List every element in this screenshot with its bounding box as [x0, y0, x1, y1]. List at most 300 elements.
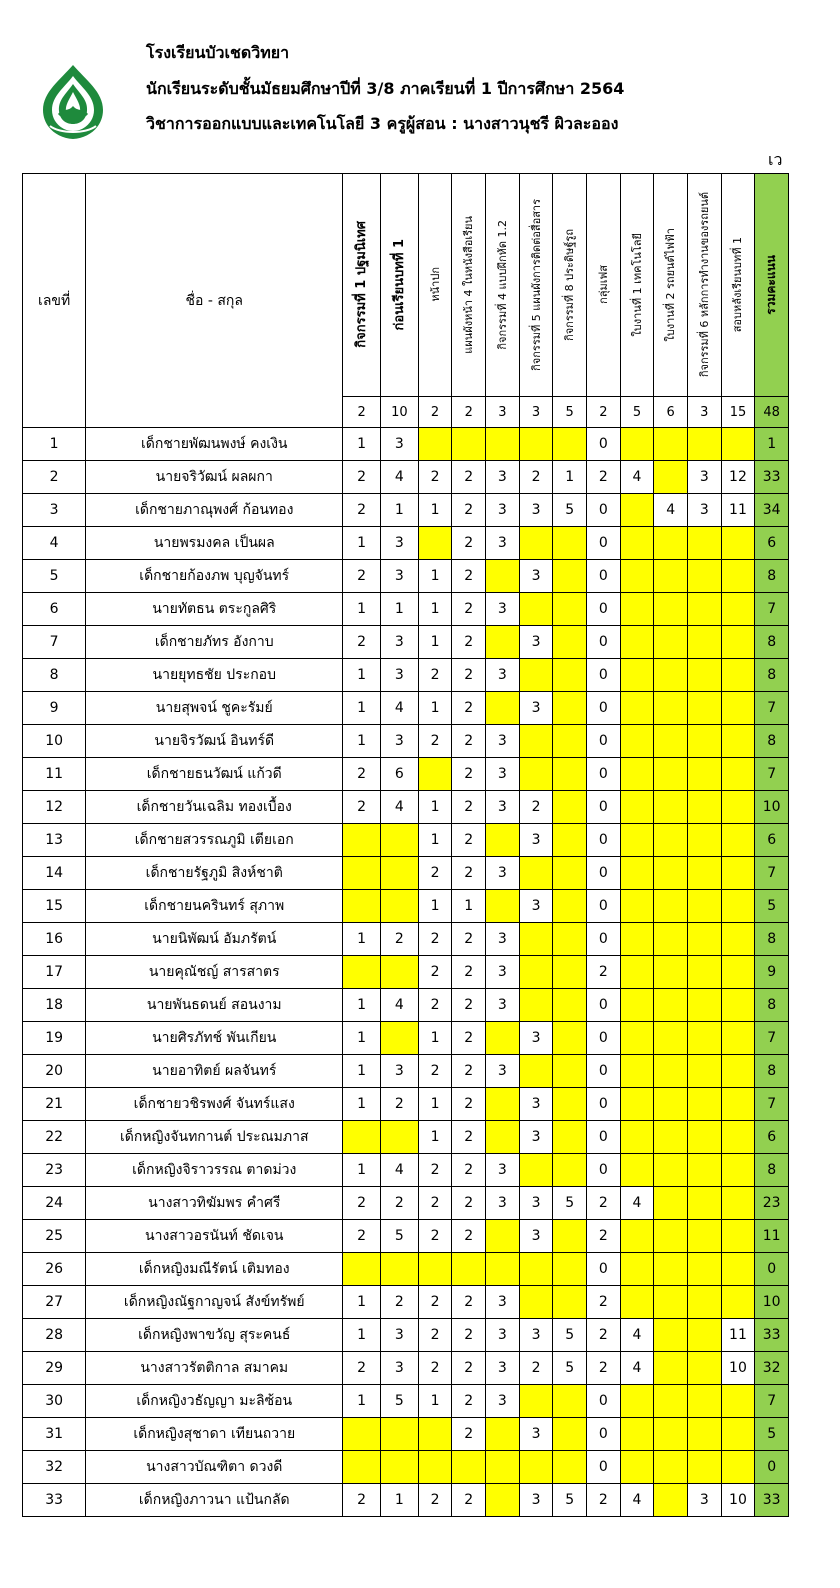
- score-cell: [553, 560, 587, 593]
- total-score-cell: 8: [755, 659, 789, 692]
- score-cell: [519, 1154, 553, 1187]
- score-cell: 2: [587, 1187, 621, 1220]
- student-name: นายทัตธน ตระกูลศิริ: [86, 593, 343, 626]
- score-cell: 1: [381, 1484, 419, 1517]
- score-cell: [620, 593, 654, 626]
- score-cell: [553, 725, 587, 758]
- student-name: เด็กหญิงมณีรัตน์ เติมทอง: [86, 1253, 343, 1286]
- score-cell: [721, 725, 755, 758]
- score-cell: [687, 758, 721, 791]
- score-cell: [654, 923, 688, 956]
- total-score-cell: 10: [755, 791, 789, 824]
- max-score-cell: 10: [381, 397, 419, 428]
- score-cell: [553, 1286, 587, 1319]
- score-cell: 2: [452, 1220, 486, 1253]
- student-name: นางสาวรัตติกาล สมาคม: [86, 1352, 343, 1385]
- score-cell: [381, 1121, 419, 1154]
- total-score-cell: 6: [755, 1121, 789, 1154]
- score-cell: [687, 1022, 721, 1055]
- score-cell: 1: [553, 461, 587, 494]
- max-score-cell: 2: [587, 397, 621, 428]
- student-name: นางสาวบัณฑิตา ดวงดี: [86, 1451, 343, 1484]
- score-cell: 3: [486, 923, 520, 956]
- score-cell: [381, 1418, 419, 1451]
- score-cell: 3: [687, 461, 721, 494]
- score-cell: 1: [343, 692, 381, 725]
- score-cell: 0: [587, 1451, 621, 1484]
- score-cell: 2: [343, 1187, 381, 1220]
- score-cell: 3: [519, 1187, 553, 1220]
- score-cell: [721, 1418, 755, 1451]
- score-cell: [381, 890, 419, 923]
- score-cell: [687, 1286, 721, 1319]
- student-number: 31: [23, 1418, 86, 1451]
- score-cell: [721, 659, 755, 692]
- student-number: 7: [23, 626, 86, 659]
- score-cell: 2: [343, 1484, 381, 1517]
- score-cell: 0: [587, 494, 621, 527]
- score-cell: [654, 1253, 688, 1286]
- score-cell: [654, 1055, 688, 1088]
- score-cell: 2: [418, 1220, 452, 1253]
- student-number: 29: [23, 1352, 86, 1385]
- score-cell: 2: [418, 956, 452, 989]
- score-cell: 3: [486, 593, 520, 626]
- total-header: รวมคะแนน: [755, 174, 789, 397]
- score-cell: [687, 725, 721, 758]
- school-name: โรงเรียนบัวเชดวิทยา: [146, 43, 290, 62]
- total-score-cell: 7: [755, 1022, 789, 1055]
- score-cell: [553, 1220, 587, 1253]
- table-row: [23, 923, 789, 956]
- score-cell: 2: [452, 1385, 486, 1418]
- score-cell: [687, 560, 721, 593]
- total-score-cell: 8: [755, 1154, 789, 1187]
- score-cell: [620, 527, 654, 560]
- score-cell: [620, 692, 654, 725]
- score-cell: [418, 527, 452, 560]
- total-score-cell: 10: [755, 1286, 789, 1319]
- score-cell: 2: [418, 1352, 452, 1385]
- total-score-cell: 9: [755, 956, 789, 989]
- score-cell: [654, 857, 688, 890]
- score-cell: 1: [418, 1022, 452, 1055]
- score-cell: 0: [587, 626, 621, 659]
- score-cell: 2: [452, 527, 486, 560]
- score-cell: 4: [620, 1319, 654, 1352]
- score-cell: 3: [687, 1484, 721, 1517]
- score-cell: 1: [418, 593, 452, 626]
- score-cell: 4: [654, 494, 688, 527]
- score-cell: [486, 428, 520, 461]
- score-cell: 1: [343, 989, 381, 1022]
- score-cell: 3: [486, 1154, 520, 1187]
- score-cell: [486, 1022, 520, 1055]
- max-score-cell: 2: [452, 397, 486, 428]
- score-cell: [519, 758, 553, 791]
- score-cell: 2: [343, 560, 381, 593]
- score-cell: 0: [587, 824, 621, 857]
- student-name: เด็กชายรัฐภูมิ สิงห์ชาติ: [86, 857, 343, 890]
- total-score-cell: 0: [755, 1451, 789, 1484]
- total-score-cell: 33: [755, 461, 789, 494]
- student-name: เด็กชายธนวัฒน์ แก้วดี: [86, 758, 343, 791]
- score-cell: 2: [587, 1220, 621, 1253]
- student-number: 27: [23, 1286, 86, 1319]
- score-cell: [687, 1319, 721, 1352]
- score-cell: [620, 725, 654, 758]
- score-cell: [687, 659, 721, 692]
- score-cell: 2: [418, 1055, 452, 1088]
- score-cell: [553, 989, 587, 1022]
- score-cell: [687, 1121, 721, 1154]
- score-cell: [620, 1022, 654, 1055]
- table-row: [23, 1319, 789, 1352]
- score-cell: [381, 956, 419, 989]
- score-cell: 2: [519, 1352, 553, 1385]
- score-cell: 0: [587, 1022, 621, 1055]
- score-cell: [654, 758, 688, 791]
- score-cell: 3: [381, 527, 419, 560]
- score-cell: [553, 1253, 587, 1286]
- student-name: เด็กหญิงจิราวรรณ ตาดม่วง: [86, 1154, 343, 1187]
- score-cell: 2: [452, 1154, 486, 1187]
- score-cell: 3: [486, 659, 520, 692]
- score-cell: 6: [381, 758, 419, 791]
- total-score-cell: 7: [755, 1088, 789, 1121]
- score-cell: 3: [486, 494, 520, 527]
- score-cell: [343, 956, 381, 989]
- score-cell: 1: [418, 1385, 452, 1418]
- score-cell: 2: [418, 857, 452, 890]
- score-cell: 1: [343, 725, 381, 758]
- student-name: นายจิรวัฒน์ อินทร์ดี: [86, 725, 343, 758]
- score-cell: 4: [381, 791, 419, 824]
- total-score-cell: 8: [755, 626, 789, 659]
- score-cell: [620, 1286, 654, 1319]
- score-cell: 2: [452, 791, 486, 824]
- score-cell: [620, 1220, 654, 1253]
- student-name: นายยุทธชัย ประกอบ: [86, 659, 343, 692]
- student-name: เด็กหญิงภาวนา แป้นกลัด: [86, 1484, 343, 1517]
- table-row: [23, 758, 789, 791]
- student-name: นายศิรภัทช์ พันเกียน: [86, 1022, 343, 1055]
- student-name: นายนิพัฒน์ อัมภรัตน์: [86, 923, 343, 956]
- score-cell: [687, 989, 721, 1022]
- score-cell: [687, 857, 721, 890]
- score-cell: 0: [587, 758, 621, 791]
- score-cell: [687, 1055, 721, 1088]
- score-cell: 1: [343, 1385, 381, 1418]
- score-cell: 2: [381, 1187, 419, 1220]
- score-cell: 1: [418, 692, 452, 725]
- score-cell: 2: [452, 1022, 486, 1055]
- score-cell: 4: [381, 989, 419, 1022]
- score-cell: 2: [343, 461, 381, 494]
- table-row: [23, 1088, 789, 1121]
- score-cell: 2: [418, 1286, 452, 1319]
- score-cell: 1: [343, 593, 381, 626]
- score-cell: 3: [486, 1055, 520, 1088]
- score-cell: [721, 956, 755, 989]
- score-cell: 1: [418, 560, 452, 593]
- total-score-cell: 32: [755, 1352, 789, 1385]
- score-cell: [519, 527, 553, 560]
- score-cell: [620, 428, 654, 461]
- student-number: 11: [23, 758, 86, 791]
- score-cell: [553, 659, 587, 692]
- score-cell: 0: [587, 1253, 621, 1286]
- score-cell: 3: [486, 461, 520, 494]
- max-score-cell: 3: [486, 397, 520, 428]
- student-name: เด็กชายวันเฉลิม ทองเบื้อง: [86, 791, 343, 824]
- score-cell: [620, 1451, 654, 1484]
- score-cell: 2: [452, 593, 486, 626]
- score-cell: 2: [452, 758, 486, 791]
- score-cell: [452, 428, 486, 461]
- score-cell: 3: [486, 1319, 520, 1352]
- score-cell: 2: [452, 956, 486, 989]
- student-number: 4: [23, 527, 86, 560]
- score-cell: [553, 791, 587, 824]
- student-name: เด็กหญิงวธัญญา มะลิซ้อน: [86, 1385, 343, 1418]
- max-score-cell: 6: [654, 397, 688, 428]
- table-row: [23, 494, 789, 527]
- score-cell: 2: [587, 956, 621, 989]
- score-cell: 2: [452, 1055, 486, 1088]
- score-cell: 2: [452, 1121, 486, 1154]
- score-cell: [553, 758, 587, 791]
- score-cell: 3: [381, 725, 419, 758]
- total-score-cell: 8: [755, 989, 789, 1022]
- score-cell: 4: [620, 1187, 654, 1220]
- score-cell: [620, 989, 654, 1022]
- score-cell: 2: [452, 1484, 486, 1517]
- table-row: [23, 1253, 789, 1286]
- score-cell: [721, 428, 755, 461]
- student-number: 13: [23, 824, 86, 857]
- score-cell: 2: [418, 1484, 452, 1517]
- score-cell: [486, 1451, 520, 1484]
- score-cell: [486, 692, 520, 725]
- column-header: กลุ่มเฟส: [587, 174, 621, 397]
- score-cell: [343, 1121, 381, 1154]
- student-name: เด็กชายนครินทร์ สุภาพ: [86, 890, 343, 923]
- score-cell: 2: [343, 494, 381, 527]
- student-number: 23: [23, 1154, 86, 1187]
- score-cell: 3: [381, 560, 419, 593]
- table-row: [23, 692, 789, 725]
- score-cell: 11: [721, 1319, 755, 1352]
- score-cell: [553, 692, 587, 725]
- student-number: 5: [23, 560, 86, 593]
- table-row: [23, 560, 789, 593]
- score-cell: 1: [418, 1088, 452, 1121]
- score-cell: 0: [587, 1055, 621, 1088]
- score-cell: [620, 494, 654, 527]
- score-cell: [721, 1121, 755, 1154]
- table-row: [23, 1418, 789, 1451]
- score-cell: 2: [343, 1220, 381, 1253]
- score-cell: [519, 1385, 553, 1418]
- student-name: นางสาวอรนันท์ ชัดเจน: [86, 1220, 343, 1253]
- student-name: เด็กชายพัฒนพงษ์ คงเงิน: [86, 428, 343, 461]
- score-cell: 4: [381, 1154, 419, 1187]
- student-number: 10: [23, 725, 86, 758]
- score-cell: [721, 989, 755, 1022]
- score-table: [22, 173, 789, 1517]
- table-row: [23, 527, 789, 560]
- total-score-cell: 7: [755, 692, 789, 725]
- score-cell: 1: [418, 824, 452, 857]
- total-score-cell: 6: [755, 824, 789, 857]
- score-cell: 3: [486, 857, 520, 890]
- score-cell: 2: [418, 1154, 452, 1187]
- student-name: เด็กหญิงณัฐกาญจน์ สังข์ทรัพย์: [86, 1286, 343, 1319]
- score-cell: 2: [452, 1418, 486, 1451]
- score-cell: [486, 1418, 520, 1451]
- score-cell: 2: [452, 923, 486, 956]
- score-cell: 2: [452, 560, 486, 593]
- score-cell: [620, 1253, 654, 1286]
- score-cell: [486, 560, 520, 593]
- student-number: 18: [23, 989, 86, 1022]
- score-cell: [620, 659, 654, 692]
- score-cell: 0: [587, 1385, 621, 1418]
- score-cell: 3: [486, 758, 520, 791]
- score-cell: [721, 1385, 755, 1418]
- score-cell: [553, 923, 587, 956]
- score-cell: [654, 989, 688, 1022]
- table-row: [23, 461, 789, 494]
- score-cell: [553, 428, 587, 461]
- score-cell: 3: [486, 527, 520, 560]
- score-cell: [620, 1121, 654, 1154]
- score-cell: [654, 1187, 688, 1220]
- score-cell: 5: [553, 494, 587, 527]
- score-cell: [519, 1253, 553, 1286]
- score-cell: 3: [519, 1418, 553, 1451]
- score-cell: [620, 824, 654, 857]
- student-number: 2: [23, 461, 86, 494]
- student-number: 8: [23, 659, 86, 692]
- table-row: [23, 659, 789, 692]
- name-header: ชื่อ - สกุล: [86, 174, 343, 428]
- score-cell: 2: [418, 659, 452, 692]
- table-row: [23, 1286, 789, 1319]
- table-row: [23, 1385, 789, 1418]
- score-cell: 4: [381, 692, 419, 725]
- score-cell: 1: [343, 923, 381, 956]
- score-cell: 2: [587, 1286, 621, 1319]
- score-cell: 1: [343, 659, 381, 692]
- score-cell: [687, 1088, 721, 1121]
- score-cell: 5: [553, 1352, 587, 1385]
- score-cell: [721, 692, 755, 725]
- score-cell: [687, 1154, 721, 1187]
- score-cell: [654, 824, 688, 857]
- score-cell: 1: [418, 626, 452, 659]
- table-row: [23, 1187, 789, 1220]
- score-cell: [654, 593, 688, 626]
- score-cell: 1: [343, 1319, 381, 1352]
- total-score-cell: 8: [755, 1055, 789, 1088]
- column-header: หน้าปก: [418, 174, 452, 397]
- score-cell: [721, 1154, 755, 1187]
- score-cell: [654, 527, 688, 560]
- score-cell: 11: [721, 494, 755, 527]
- score-cell: [418, 1451, 452, 1484]
- score-cell: [486, 1121, 520, 1154]
- score-cell: [486, 1253, 520, 1286]
- score-cell: 2: [452, 626, 486, 659]
- score-cell: [654, 1319, 688, 1352]
- score-cell: [721, 1286, 755, 1319]
- score-cell: 3: [486, 1286, 520, 1319]
- column-header: กิจกรรมที่ 6 หลักการทำงานของรถยนต์: [687, 174, 721, 397]
- score-cell: [381, 1022, 419, 1055]
- score-cell: 2: [343, 1352, 381, 1385]
- student-number: 28: [23, 1319, 86, 1352]
- score-cell: 0: [587, 1418, 621, 1451]
- score-cell: 0: [587, 857, 621, 890]
- score-cell: 0: [587, 692, 621, 725]
- student-number: 14: [23, 857, 86, 890]
- score-cell: 2: [452, 1286, 486, 1319]
- total-score-cell: 33: [755, 1319, 789, 1352]
- score-cell: 1: [343, 1286, 381, 1319]
- student-number: 33: [23, 1484, 86, 1517]
- score-cell: [654, 461, 688, 494]
- score-cell: 1: [343, 1022, 381, 1055]
- score-cell: 5: [553, 1319, 587, 1352]
- score-cell: 5: [553, 1187, 587, 1220]
- student-name: เด็กชายวชิรพงศ์ จันทร์แสง: [86, 1088, 343, 1121]
- table-row: [23, 1220, 789, 1253]
- total-score-cell: 34: [755, 494, 789, 527]
- score-cell: 3: [381, 1352, 419, 1385]
- score-cell: 2: [519, 791, 553, 824]
- score-cell: 2: [452, 1319, 486, 1352]
- score-cell: [486, 1484, 520, 1517]
- score-cell: 0: [587, 923, 621, 956]
- score-cell: 4: [620, 1484, 654, 1517]
- score-cell: [519, 989, 553, 1022]
- score-cell: [553, 1121, 587, 1154]
- score-cell: 3: [519, 626, 553, 659]
- table-row: [23, 890, 789, 923]
- max-score-cell: 5: [620, 397, 654, 428]
- score-cell: 0: [587, 1088, 621, 1121]
- max-score-cell: 3: [687, 397, 721, 428]
- score-cell: [687, 1187, 721, 1220]
- student-number: 19: [23, 1022, 86, 1055]
- score-cell: [654, 560, 688, 593]
- score-cell: 2: [343, 758, 381, 791]
- score-cell: [381, 857, 419, 890]
- total-score-cell: 8: [755, 725, 789, 758]
- score-cell: [687, 791, 721, 824]
- max-score-cell: 2: [418, 397, 452, 428]
- score-cell: [721, 1088, 755, 1121]
- score-cell: [721, 758, 755, 791]
- score-cell: 2: [587, 1352, 621, 1385]
- score-cell: 2: [452, 1088, 486, 1121]
- score-cell: [721, 923, 755, 956]
- score-cell: 2: [381, 1286, 419, 1319]
- score-cell: 0: [587, 791, 621, 824]
- score-cell: [452, 1451, 486, 1484]
